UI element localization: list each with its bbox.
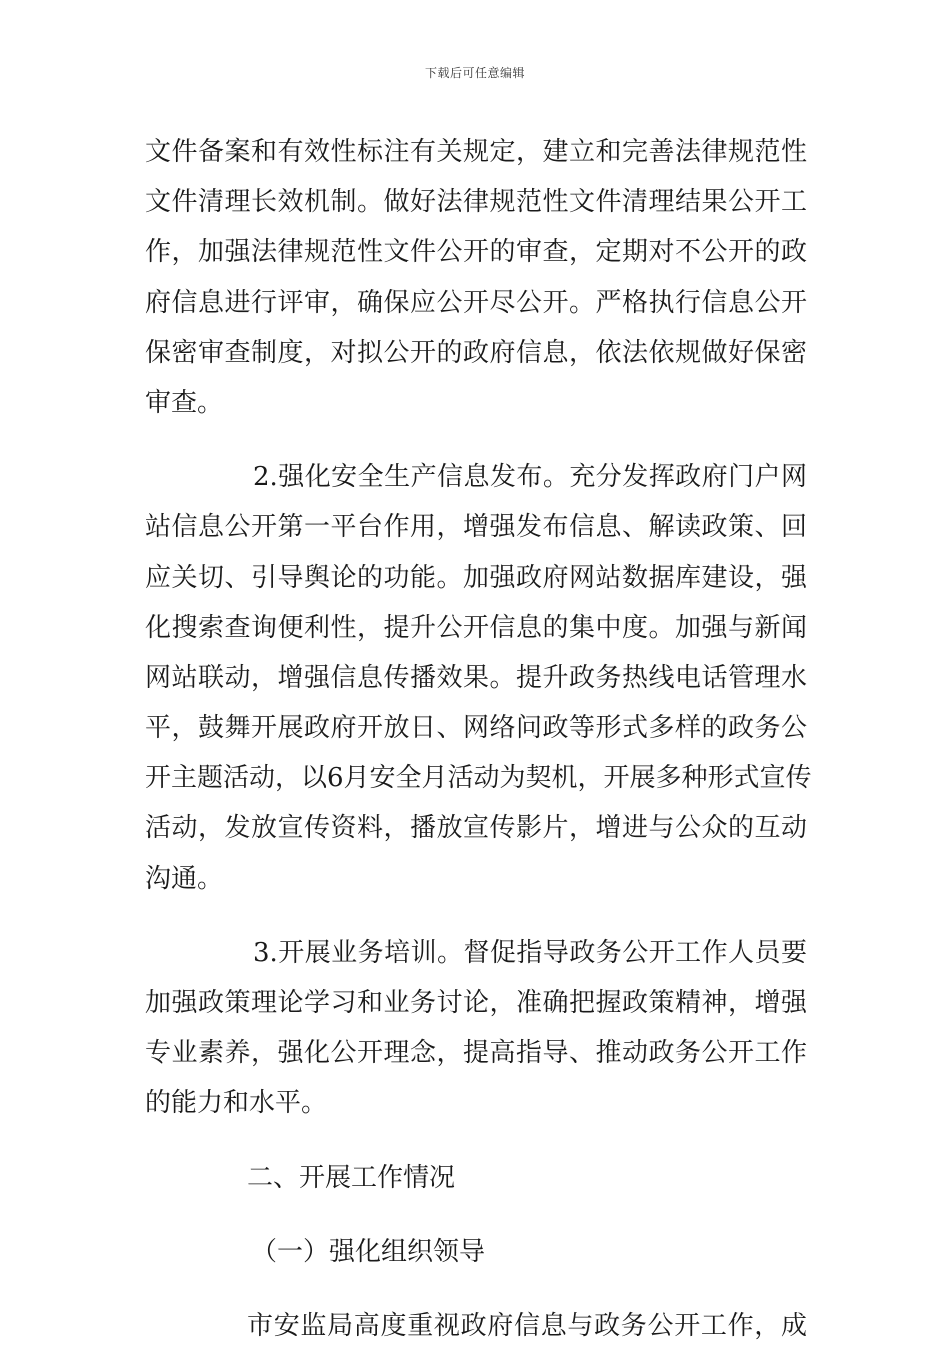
text-line: 化搜索查询便利性，提升公开信息的集中度。加强与新闻 <box>145 612 807 643</box>
text-line: 文件备案和有效性标注有关规定，建立和完善法律规范性 <box>145 137 807 167</box>
text-line: 站信息公开第一平台作用，增强发布信息、解读政策、回 <box>145 512 807 543</box>
text-line: 网站联动，增强信息传播效果。提升政务热线电话管理水 <box>145 662 807 693</box>
text-line: 审查。 <box>145 387 224 418</box>
paragraph-2 <box>145 452 812 904</box>
paragraph-4 <box>145 1301 807 1351</box>
document-body <box>145 127 812 1351</box>
text-line: 平，鼓舞开展政府开放日、网络问政等形式多样的政务公 <box>145 713 807 744</box>
text-line: 3.开展业务培训。督促指导政务公开工作人员要 <box>253 937 807 968</box>
text-line: 活动，发放宣传资料，播放宣传影片，增进与公众的互动 <box>145 813 807 844</box>
text-line: 作，加强法律规范性文件公开的审查，定期对不公开的政 <box>145 237 807 268</box>
text-line: （一）强化组织领导 <box>251 1236 486 1267</box>
text-line: 二、开展工作情况 <box>247 1162 456 1193</box>
text-line: 专业素养，强化公开理念，提高指导、推动政务公开工作 <box>145 1038 807 1069</box>
text-line: 市安监局高度重视政府信息与政务公开工作，成 <box>247 1310 807 1341</box>
text-line: 的能力和水平。 <box>145 1088 328 1119</box>
text-line: 应关切、引导舆论的功能。加强政府网站数据库建设，强 <box>145 562 807 593</box>
text-line: 府信息进行评审，确保应公开尽公开。严格执行信息公开 <box>145 287 807 318</box>
text-line: 开主题活动，以6月安全月活动为契机，开展多种形式宣传 <box>145 763 812 794</box>
page-header: 下载后可任意编辑 <box>424 66 525 80</box>
text-line: 沟通。 <box>145 863 224 894</box>
text-line: 文件清理长效机制。做好法律规范性文件清理结果公开工 <box>145 187 807 218</box>
paragraph-1 <box>145 127 807 428</box>
text-line: 加强政策理论学习和业务讨论，准确把握政策精神，增强 <box>145 988 807 1018</box>
text-line: 保密审查制度，对拟公开的政府信息，依法依规做好保密 <box>145 337 807 368</box>
subsection-heading <box>145 1227 807 1277</box>
text-line: 2.强化安全生产信息发布。充分发挥政府门户网 <box>253 462 807 493</box>
paragraph-3 <box>145 928 807 1129</box>
section-heading <box>145 1153 807 1203</box>
